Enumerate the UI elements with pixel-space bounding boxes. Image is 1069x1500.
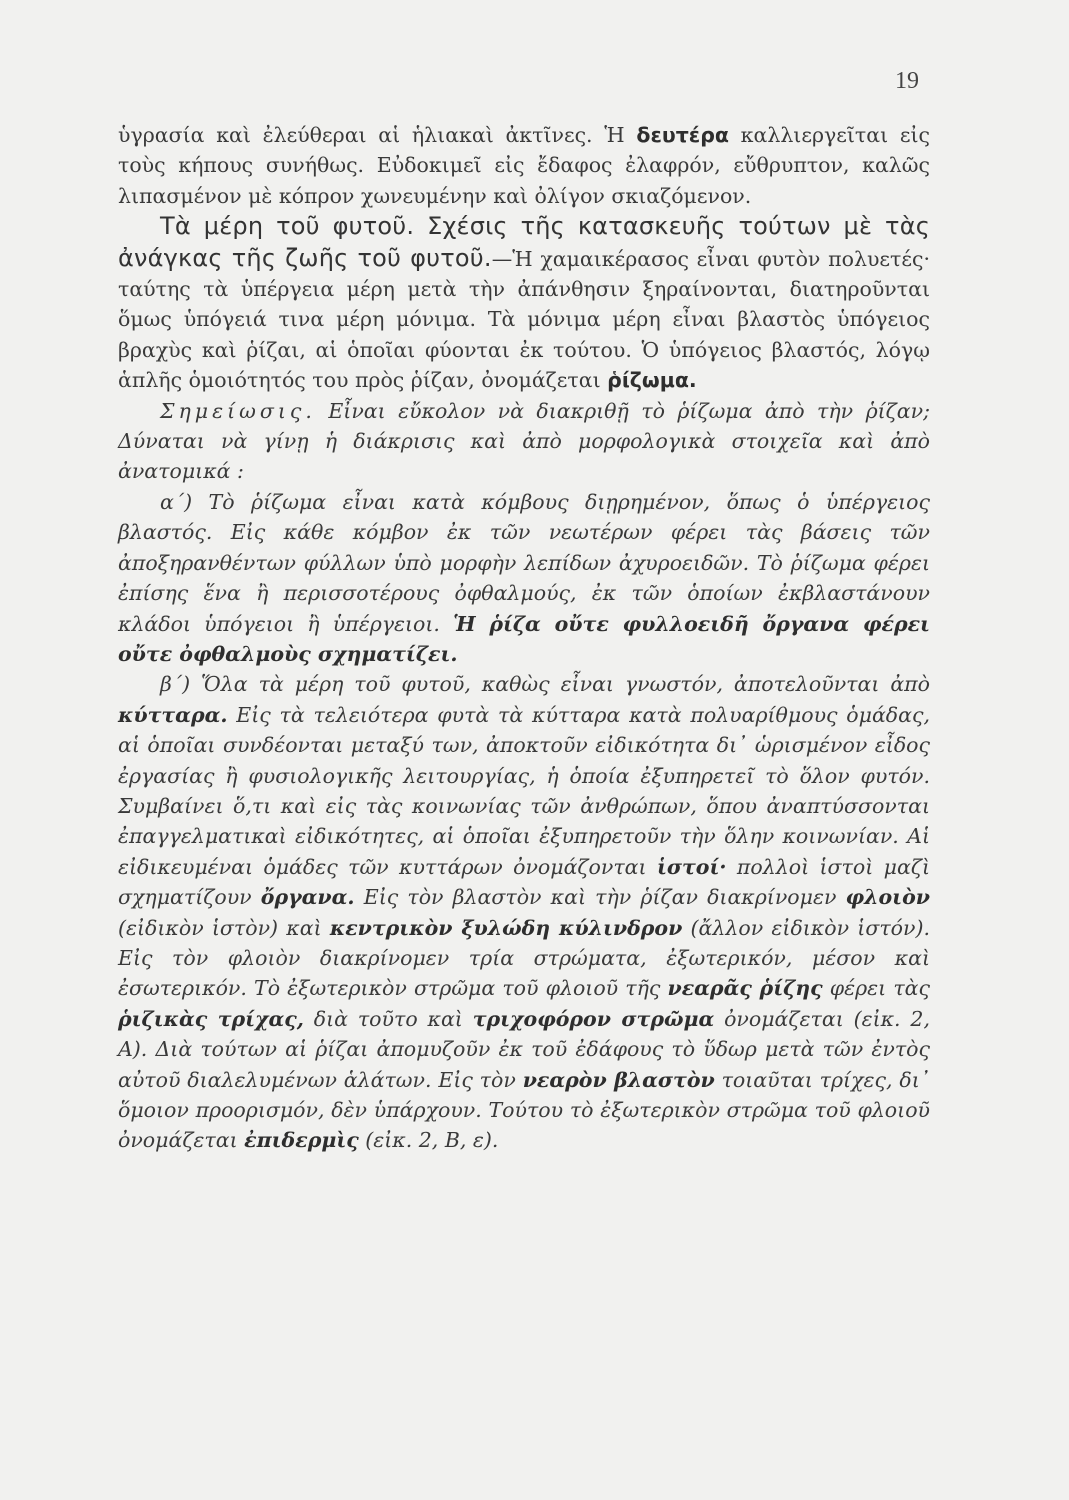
text-run: α΄) Τὸ ῥίζωμα εἶναι κατὰ κόμβους διῃρημένον, ὅπως ὁ ὑπέργειος βλαστός. Εἰς κάθε κόμβον ἐκ τῶν νεωτέρων φέρει τὰς βάσεις τῶν ἀποξηρανθέντων φύλλων ὑπὸ μορφὴν λεπίδων ἀχυροειδῶν. Τὸ ῥίζωμα φέρει ἐπίσης ἕνα ἢ περισσοτέρους ὀφθαλμούς, ἐκ τῶν ὁποίων ἐκβλαστάνουν κλάδοι ὑπόγειοι ἢ ὑπέργειοι. (118, 489, 930, 636)
note-label: Σημείωσις. (160, 398, 316, 423)
text-run: (εἰκ. 2, Β, ε). (358, 1128, 499, 1153)
keyword-organa: ὄργανα. (260, 885, 355, 910)
paragraph-1 (118, 120, 930, 211)
keyword-istoi: ἱστοί· (656, 854, 727, 879)
paragraph-alpha (118, 487, 930, 669)
keyword-rizoma: ῥίζωμα. (607, 368, 697, 393)
text-run: ὀνομάζεται (εἰκ. 2, Α). Διὰ τούτων αἱ ῥίζαι ἀπομυζοῦν ἐκ τοῦ ἐδάφους τὸ ὕδωρ μετὰ τῶν ἐντὸς αὐτοῦ διαλελυμένων ἁλάτων. Εἰς τὸν (118, 1006, 930, 1092)
text-run: πολλοὶ ἱστοὶ μαζὶ σχηματίζουν (118, 854, 930, 910)
keyword-floion: φλοιὸν (845, 885, 930, 910)
text-run: Εἰς τὸν βλαστὸν καὶ τὴν ῥίζαν διακρίνομεν (354, 885, 846, 910)
text-run: φέρει τὰς (822, 976, 930, 1001)
text-run: (εἰδικὸν ἱστὸν) καὶ (118, 915, 330, 940)
keyword-neara-riza: νεαρᾶς ῥίζης (667, 976, 823, 1001)
paragraph-beta (118, 669, 930, 1156)
keyword-trichoforon-stroma: τριχοφόρον στρῶμα (472, 1006, 715, 1031)
text-run: ὑγρασία καὶ ἐλεύθεραι αἱ ἡλιακαὶ ἀκτῖνες. Ἡ (118, 123, 637, 147)
text-run: τοιαῦται τρίχες, δι᾽ ὅμοιον προορισμόν, δὲν ὑπάρχουν. Τούτου τὸ ἐξωτερικὸν στρῶμα τοῦ φλοιοῦ ὀνομάζεται (118, 1067, 930, 1153)
keyword-epidermis: ἐπιδερμὶς (244, 1128, 359, 1153)
text-run: καλλιεργεῖται εἰς τοὺς κήπους συνήθως. Εὐδοκιμεῖ εἰς ἔδαφος ἐλαφρόν, εὔθρυπτον, καλῶς λιπασμένον μὲ κόπρον χωνευμένην καὶ ὀλίγον σκιαζόμενον. (118, 123, 931, 208)
text-run: —Ἡ χαμαικέρασος εἶναι φυτὸν πολυετές· ταύτης τὰ ὑπέργεια μέρη μετὰ τὴν ἀπάνθησιν ξηραίνονται, διατηροῦνται ὅμως ὑπόγειά τινα μέρη μόνιμα. Τὰ μόνιμα μέρη εἶναι βλαστὸς ὑπόγειος βραχὺς καὶ ῥίζαι, αἱ ὁποῖαι φύονται ἐκ τούτου. Ὁ ὑπόγειος βλαστός, λόγῳ ἁπλῆς ὁμοιότητός του πρὸς ῥίζαν, ὀνομάζεται (118, 246, 930, 393)
page-body (118, 120, 930, 1156)
keyword-rizikes-triches: ῥιζικὰς τρίχας, (118, 1006, 304, 1031)
paragraph-note (118, 396, 930, 487)
section-heading: Τὰ μέρη τοῦ φυτοῦ. Σχέσις τῆς κατασκευῆς τούτων μὲ τὰς ἀνάγκας τῆς ζωῆς τοῦ φυτοῦ. (118, 212, 930, 272)
keyword-defteri: δευτέρα (636, 123, 729, 147)
paragraph-2 (118, 211, 930, 395)
text-run: Εἰς τὰ τελειότερα φυτὰ τὰ κύτταρα κατὰ πολυαρίθμους ὁμάδας, αἱ ὁποῖαι συνδέονται μεταξύ των, ἀποκτοῦν εἰδικότητα δι᾽ ὡρισμένον εἶδος ἐργασίας ἢ φυσιολογικῆς λειτουργίας, ἡ ὁποία ἐξυπηρετεῖ τὸ ὅλον φυτόν. Συμβαίνει ὅ,τι καὶ εἰς τὰς κοινωνίας τῶν ἀνθρώπων, ὅπου ἀναπτύσσονται ἐπαγγελματικαὶ εἰδικότητες, αἱ ὁποῖαι ἐξυπηρετοῦν τὴν ὅλην κοινωνίαν. Αἱ εἰδικευμέναι ὁμάδες τῶν κυττάρων ὀνομάζονται (118, 702, 930, 879)
text-run: Εἶναι εὔκολον νὰ διακριθῇ τὸ ῥίζωμα ἀπὸ τὴν ῥίζαν; Δύναται νὰ γίνῃ ἡ διάκρισις καὶ ἀπὸ μορφολογικὰ στοιχεῖα καὶ ἀπὸ ἀνατομικά : (118, 398, 930, 484)
keyword-nearos-vlastos: νεαρὸν βλαστὸν (522, 1067, 715, 1092)
keyword-kentrikos-kylindros: κεντρικὸν ξυλώδη κύλινδρον (329, 915, 683, 940)
keyword-riza-statement: Ἡ ῥίζα οὔτε φυλλοειδῆ ὄργανα φέρει οὔτε ὀφθαλμοὺς σχηματίζει. (118, 611, 930, 666)
text-run: β΄) Ὅλα τὰ μέρη τοῦ φυτοῦ, καθὼς εἶναι γνωστόν, ἀποτελοῦνται ἀπὸ (160, 672, 930, 697)
text-run: διὰ τοῦτο καὶ (303, 1006, 473, 1031)
text-run: (ἄλλον εἰδικὸν ἱστόν). Εἰς τὸν φλοιὸν διακρίνομεν τρία στρώματα, ἐξωτερικόν, μέσον καὶ ἐσωτερικόν. Τὸ ἐξωτερικὸν στρῶμα τοῦ φλοιοῦ τῆς (118, 915, 930, 1001)
page-number: 19 (895, 68, 919, 94)
keyword-kyttara: κύτταρα. (118, 702, 228, 727)
